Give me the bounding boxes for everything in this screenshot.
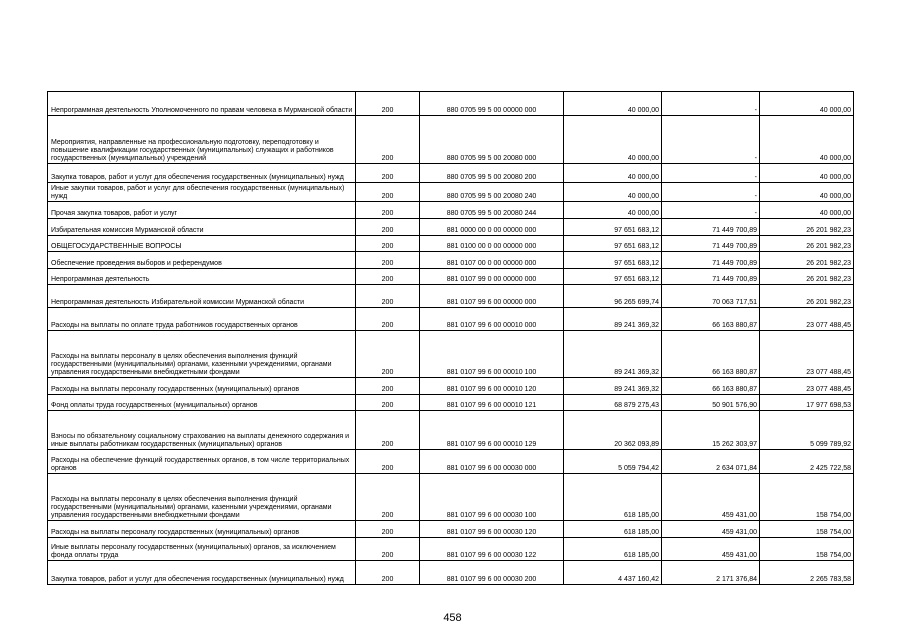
table-row <box>48 183 854 202</box>
row-approved-amount-cell: 4 437 160,42 <box>564 561 662 585</box>
row-classifier-cell: 880 0705 99 5 00 20080 000 <box>420 116 564 164</box>
row-code-cell: 200 <box>356 219 420 236</box>
row-executed-amount-cell: 71 449 700,89 <box>662 252 760 269</box>
table-row <box>48 411 854 450</box>
row-executed-amount-cell: 71 449 700,89 <box>662 269 760 285</box>
row-approved-amount-cell: 68 879 275,43 <box>564 395 662 411</box>
row-executed-amount-cell: - <box>662 183 760 202</box>
row-classifier-cell: 881 0000 00 0 00 00000 000 <box>420 219 564 236</box>
row-name-cell: Расходы на выплаты персоналу в целях обеспечения выполнения функций государственными (муниципальными) органами, казенными учреждениями, органами управления государственными внебюджетными фондами <box>48 331 356 378</box>
row-code-cell: 200 <box>356 183 420 202</box>
row-executed-amount-cell: 459 431,00 <box>662 474 760 521</box>
row-executed-amount-cell: 50 901 576,90 <box>662 395 760 411</box>
row-executed-amount-cell: - <box>662 92 760 116</box>
row-approved-amount-cell: 618 185,00 <box>564 521 662 538</box>
row-unexecuted-amount-cell: 17 977 698,53 <box>760 395 854 411</box>
row-approved-amount-cell: 20 362 093,89 <box>564 411 662 450</box>
row-code-cell: 200 <box>356 561 420 585</box>
page-number: 458 <box>443 612 462 624</box>
row-code-cell: 200 <box>356 116 420 164</box>
row-code-cell: 200 <box>356 285 420 308</box>
row-name-cell: Закупка товаров, работ и услуг для обеспечения государственных (муниципальных) нужд <box>48 164 356 183</box>
row-unexecuted-amount-cell: 158 754,00 <box>760 474 854 521</box>
table-row <box>48 236 854 252</box>
row-name-cell: Расходы на обеспечение функций государственных органов, в том числе территориальных органов <box>48 450 356 474</box>
table-row <box>48 538 854 561</box>
table-row <box>48 395 854 411</box>
row-name-cell: Расходы на выплаты персоналу в целях обеспечения выполнения функций государственными (муниципальными) органами, казенными учреждениями, органами управления государственными внебюджетными фондами <box>48 474 356 521</box>
row-approved-amount-cell: 40 000,00 <box>564 164 662 183</box>
row-name-cell: Расходы на выплаты по оплате труда работников государственных органов <box>48 308 356 331</box>
row-approved-amount-cell: 89 241 369,32 <box>564 308 662 331</box>
row-name-cell: Прочая закупка товаров, работ и услуг <box>48 202 356 219</box>
row-approved-amount-cell: 618 185,00 <box>564 538 662 561</box>
row-code-cell: 200 <box>356 411 420 450</box>
row-code-cell: 200 <box>356 269 420 285</box>
row-name-cell: Закупка товаров, работ и услуг для обеспечения государственных (муниципальных) нужд <box>48 561 356 585</box>
row-unexecuted-amount-cell: 23 077 488,45 <box>760 378 854 395</box>
row-unexecuted-amount-cell: 158 754,00 <box>760 538 854 561</box>
row-code-cell: 200 <box>356 378 420 395</box>
row-classifier-cell: 880 0705 99 5 00 20080 200 <box>420 164 564 183</box>
row-classifier-cell: 880 0705 99 5 00 20080 240 <box>420 183 564 202</box>
row-classifier-cell: 881 0107 99 0 00 00000 000 <box>420 269 564 285</box>
row-approved-amount-cell: 40 000,00 <box>564 202 662 219</box>
row-classifier-cell: 881 0107 99 6 00 00010 100 <box>420 331 564 378</box>
row-name-cell: Непрограммная деятельность Избирательной комиссии Мурманской области <box>48 285 356 308</box>
row-classifier-cell: 881 0107 99 6 00 00030 000 <box>420 450 564 474</box>
row-unexecuted-amount-cell: 40 000,00 <box>760 202 854 219</box>
row-approved-amount-cell: 5 059 794,42 <box>564 450 662 474</box>
row-classifier-cell: 881 0107 99 6 00 00000 000 <box>420 285 564 308</box>
table-row <box>48 474 854 521</box>
row-executed-amount-cell: 71 449 700,89 <box>662 219 760 236</box>
row-name-cell: Обеспечение проведения выборов и референдумов <box>48 252 356 269</box>
row-executed-amount-cell: 71 449 700,89 <box>662 236 760 252</box>
row-unexecuted-amount-cell: 26 201 982,23 <box>760 219 854 236</box>
row-approved-amount-cell: 97 651 683,12 <box>564 269 662 285</box>
row-code-cell: 200 <box>356 92 420 116</box>
row-unexecuted-amount-cell: 23 077 488,45 <box>760 308 854 331</box>
table-row <box>48 269 854 285</box>
table-row <box>48 219 854 236</box>
row-approved-amount-cell: 97 651 683,12 <box>564 219 662 236</box>
row-name-cell: Избирательная комиссия Мурманской области <box>48 219 356 236</box>
row-code-cell: 200 <box>356 308 420 331</box>
row-name-cell: Иные выплаты персоналу государственных (муниципальных) органов, за исключением фонда оплаты труда <box>48 538 356 561</box>
row-code-cell: 200 <box>356 252 420 269</box>
row-name-cell: Непрограммная деятельность <box>48 269 356 285</box>
row-unexecuted-amount-cell: 158 754,00 <box>760 521 854 538</box>
row-classifier-cell: 881 0107 99 6 00 00010 121 <box>420 395 564 411</box>
row-approved-amount-cell: 96 265 699,74 <box>564 285 662 308</box>
row-name-cell: Иные закупки товаров, работ и услуг для обеспечения государственных (муниципальных) нужд <box>48 183 356 202</box>
table-row <box>48 308 854 331</box>
row-unexecuted-amount-cell: 40 000,00 <box>760 164 854 183</box>
table-row <box>48 285 854 308</box>
row-name-cell: Мероприятия, направленные на профессиональную подготовку, переподготовку и повышение квалификации государственных (муниципальных) служащих и работников государственных (муниципальных) учреждений <box>48 116 356 164</box>
row-unexecuted-amount-cell: 40 000,00 <box>760 116 854 164</box>
row-classifier-cell: 881 0107 99 6 00 00030 122 <box>420 538 564 561</box>
row-code-cell: 200 <box>356 395 420 411</box>
row-classifier-cell: 881 0107 99 6 00 00030 200 <box>420 561 564 585</box>
row-executed-amount-cell: - <box>662 164 760 183</box>
row-approved-amount-cell: 97 651 683,12 <box>564 252 662 269</box>
row-executed-amount-cell: - <box>662 202 760 219</box>
row-unexecuted-amount-cell: 5 099 789,92 <box>760 411 854 450</box>
row-executed-amount-cell: 66 163 880,87 <box>662 308 760 331</box>
row-unexecuted-amount-cell: 2 265 783,58 <box>760 561 854 585</box>
row-executed-amount-cell: 70 063 717,51 <box>662 285 760 308</box>
row-classifier-cell: 880 0705 99 5 00 20080 244 <box>420 202 564 219</box>
row-approved-amount-cell: 89 241 369,32 <box>564 378 662 395</box>
table-row <box>48 202 854 219</box>
table-row <box>48 252 854 269</box>
budget-table-sheet <box>47 91 853 585</box>
row-approved-amount-cell: 40 000,00 <box>564 116 662 164</box>
table-row <box>48 378 854 395</box>
row-name-cell: Расходы на выплаты персоналу государственных (муниципальных) органов <box>48 521 356 538</box>
row-unexecuted-amount-cell: 2 425 722,58 <box>760 450 854 474</box>
row-approved-amount-cell: 89 241 369,32 <box>564 331 662 378</box>
row-code-cell: 200 <box>356 521 420 538</box>
row-unexecuted-amount-cell: 40 000,00 <box>760 183 854 202</box>
row-approved-amount-cell: 40 000,00 <box>564 183 662 202</box>
row-code-cell: 200 <box>356 538 420 561</box>
row-executed-amount-cell: 459 431,00 <box>662 538 760 561</box>
row-classifier-cell: 881 0107 99 6 00 00010 000 <box>420 308 564 331</box>
row-code-cell: 200 <box>356 450 420 474</box>
row-unexecuted-amount-cell: 40 000,00 <box>760 92 854 116</box>
row-unexecuted-amount-cell: 26 201 982,23 <box>760 236 854 252</box>
row-classifier-cell: 881 0107 99 6 00 00010 120 <box>420 378 564 395</box>
table-row <box>48 331 854 378</box>
table-row <box>48 561 854 585</box>
row-approved-amount-cell: 40 000,00 <box>564 92 662 116</box>
row-executed-amount-cell: - <box>662 116 760 164</box>
table-row <box>48 450 854 474</box>
row-executed-amount-cell: 66 163 880,87 <box>662 378 760 395</box>
table-row <box>48 92 854 116</box>
row-code-cell: 200 <box>356 236 420 252</box>
row-classifier-cell: 881 0100 00 0 00 00000 000 <box>420 236 564 252</box>
row-classifier-cell: 881 0107 99 6 00 00030 100 <box>420 474 564 521</box>
row-name-cell: Фонд оплаты труда государственных (муниципальных) органов <box>48 395 356 411</box>
row-name-cell: Взносы по обязательному социальному страхованию на выплаты денежного содержания и иные выплаты работникам государственных (муниципальных) органов <box>48 411 356 450</box>
row-unexecuted-amount-cell: 26 201 982,23 <box>760 285 854 308</box>
row-classifier-cell: 880 0705 99 5 00 00000 000 <box>420 92 564 116</box>
row-classifier-cell: 881 0107 00 0 00 00000 000 <box>420 252 564 269</box>
row-unexecuted-amount-cell: 23 077 488,45 <box>760 331 854 378</box>
row-name-cell: Расходы на выплаты персоналу государственных (муниципальных) органов <box>48 378 356 395</box>
row-executed-amount-cell: 66 163 880,87 <box>662 331 760 378</box>
row-executed-amount-cell: 459 431,00 <box>662 521 760 538</box>
row-code-cell: 200 <box>356 164 420 183</box>
table-row <box>48 116 854 164</box>
table-body <box>48 92 854 585</box>
table-row <box>48 521 854 538</box>
row-executed-amount-cell: 2 634 071,84 <box>662 450 760 474</box>
row-code-cell: 200 <box>356 202 420 219</box>
row-executed-amount-cell: 15 262 303,97 <box>662 411 760 450</box>
row-executed-amount-cell: 2 171 376,84 <box>662 561 760 585</box>
row-unexecuted-amount-cell: 26 201 982,23 <box>760 252 854 269</box>
row-name-cell: ОБЩЕГОСУДАРСТВЕННЫЕ ВОПРОСЫ <box>48 236 356 252</box>
row-code-cell: 200 <box>356 331 420 378</box>
row-approved-amount-cell: 618 185,00 <box>564 474 662 521</box>
row-approved-amount-cell: 97 651 683,12 <box>564 236 662 252</box>
table-row <box>48 164 854 183</box>
row-code-cell: 200 <box>356 474 420 521</box>
row-classifier-cell: 881 0107 99 6 00 00010 129 <box>420 411 564 450</box>
row-name-cell: Непрограммная деятельность Уполномоченного по правам человека в Мурманской области <box>48 92 356 116</box>
row-classifier-cell: 881 0107 99 6 00 00030 120 <box>420 521 564 538</box>
budget-execution-table <box>47 91 854 585</box>
row-unexecuted-amount-cell: 26 201 982,23 <box>760 269 854 285</box>
